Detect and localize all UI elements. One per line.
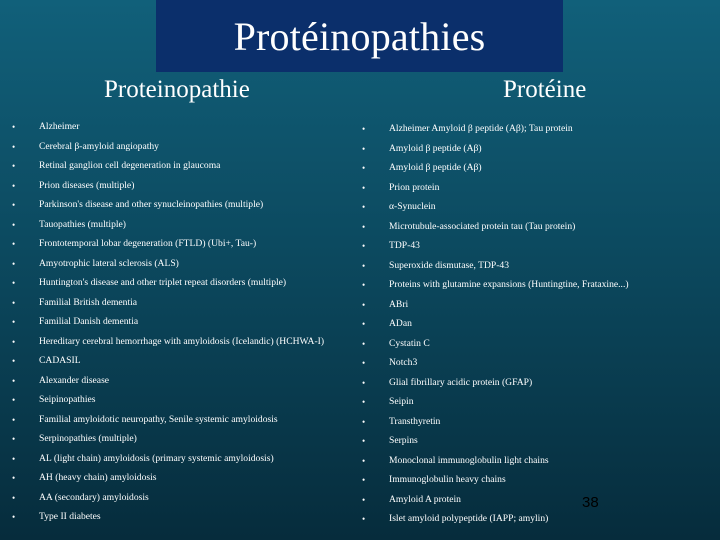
bullet-icon: •: [12, 395, 16, 405]
proteinopathy-item-text: CADASIL: [39, 355, 81, 366]
proteinopathy-item-text: Familial amyloidotic neuropathy, Senile systemic amyloidosis: [39, 413, 278, 425]
protein-item-text: Serpins: [389, 435, 418, 446]
bullet-icon: •: [12, 297, 16, 308]
proteinopathy-item-text: Parkinson's disease and other synucleinopathies (multiple): [39, 199, 264, 210]
proteinopathy-item-text: Alzheimer: [39, 121, 80, 132]
proteinopathy-item-text: Cerebral β-amyloid angiopathy: [39, 140, 159, 152]
proteinopathy-item-text: AH (heavy chain) amyloidosis: [39, 472, 157, 483]
proteinopathy-item-text: Prion diseases (multiple): [39, 179, 135, 191]
proteinopathy-item-text: Alexander disease: [39, 374, 110, 386]
protein-item-text: Proteins with glutamine expansions (Huntingtine, Frataxine...): [389, 279, 629, 290]
proteinopathy-item-text: AA (secondary) amyloidosis: [39, 491, 149, 503]
bullet-icon: •: [362, 494, 366, 505]
bullet-icon: •: [362, 143, 366, 154]
bullet-icon: •: [12, 122, 16, 132]
protein-item-text: ABri: [389, 298, 409, 310]
protein-item-text: Immunoglobulin heavy chains: [389, 474, 506, 485]
bullet-icon: •: [12, 356, 16, 366]
bullet-icon: •: [362, 416, 366, 427]
bullet-icon: •: [12, 161, 16, 171]
slide-title: Protéinopathies: [233, 13, 486, 59]
protein-item-text: Amyloid A protein: [389, 493, 461, 505]
bullet-icon: •: [12, 141, 16, 152]
proteinopathy-item-text: Serpinopathies (multiple): [39, 433, 137, 444]
bullet-icon: •: [362, 514, 366, 524]
bullet-icon: •: [362, 455, 366, 466]
bullet-icon: •: [362, 358, 366, 368]
bullet-icon: •: [362, 319, 366, 329]
protein-item-text: Amyloid β peptide (Aβ): [389, 162, 482, 173]
bullet-icon: •: [362, 299, 366, 310]
bullet-icon: •: [12, 375, 16, 386]
bullet-icon: •: [12, 453, 16, 464]
bullet-icon: •: [362, 475, 366, 485]
bullet-icon: •: [12, 317, 16, 327]
bullet-icon: •: [362, 182, 366, 193]
bullet-icon: •: [12, 512, 16, 522]
protein-item-text: Prion protein: [389, 181, 440, 193]
proteinopathy-item-text: Familial Danish dementia: [39, 316, 139, 327]
protein-item-text: Transthyretin: [389, 415, 441, 427]
proteinopathy-column-heading: Proteinopathie: [104, 76, 250, 103]
protein-item-text: Islet amyloid polypeptide (IAPP; amylin): [389, 513, 549, 524]
proteinopathy-item-text: AL (light chain) amyloidosis (primary systemic amyloidosis): [39, 452, 274, 464]
proteinopathy-item-text: Familial British dementia: [39, 296, 138, 308]
proteinopathy-item-text: Tauopathies (multiple): [39, 218, 126, 230]
bullet-icon: •: [362, 202, 366, 212]
title-banner: [156, 0, 563, 72]
proteinopathy-item-text: Retinal ganglion cell degeneration in glaucoma: [39, 160, 221, 171]
bullet-icon: •: [362, 124, 366, 134]
protein-item-text: Alzheimer Amyloid β peptide (Aβ); Tau protein: [389, 123, 573, 134]
bullet-icon: •: [12, 278, 16, 288]
bullet-icon: •: [12, 414, 16, 425]
bullet-icon: •: [362, 377, 366, 388]
proteinopathy-item-text: Hereditary cerebral hemorrhage with amyloidosis (Icelandic) (HCHWA-I): [39, 335, 325, 347]
bullet-icon: •: [12, 258, 16, 269]
proteinopathy-item-text: Frontotemporal lobar degeneration (FTLD) (Ubi+, Tau-): [39, 238, 257, 249]
bullet-icon: •: [362, 163, 366, 173]
protein-item-text: Seipin: [389, 396, 414, 407]
bullet-icon: •: [12, 239, 16, 249]
bullet-icon: •: [12, 219, 16, 230]
page-number: 38: [582, 494, 599, 511]
bullet-icon: •: [12, 180, 16, 191]
protein-item-text: Microtubule-associated protein tau (Tau protein): [389, 220, 576, 232]
bullet-icon: •: [362, 241, 366, 251]
protein-item-text: Notch3: [389, 357, 418, 368]
bullet-icon: •: [12, 473, 16, 483]
proteinopathy-item-text: Huntington's disease and other triplet repeat disorders (multiple): [39, 277, 287, 288]
bullet-icon: •: [362, 436, 366, 446]
bullet-icon: •: [362, 221, 366, 232]
protein-column-heading: Protéine: [503, 76, 587, 103]
protein-item-text: Amyloid β peptide (Aβ): [389, 142, 482, 154]
bullet-icon: •: [12, 200, 16, 210]
protein-item-text: Cystatin C: [389, 337, 430, 349]
proteinopathy-item-text: Amyotrophic lateral sclerosis (ALS): [39, 257, 179, 269]
bullet-icon: •: [12, 434, 16, 444]
protein-item-text: ADan: [389, 318, 412, 329]
bullet-icon: •: [12, 492, 16, 503]
bullet-icon: •: [362, 260, 366, 271]
bullet-icon: •: [362, 338, 366, 349]
protein-item-text: TDP-43: [389, 240, 420, 251]
bullet-icon: •: [362, 280, 366, 290]
proteinopathy-item-text: Type II diabetes: [39, 511, 101, 522]
protein-item-text: Glial fibrillary acidic protein (GFAP): [389, 376, 533, 388]
proteinopathy-item-text: Seipinopathies: [39, 394, 96, 405]
bullet-icon: •: [12, 336, 16, 347]
protein-item-text: α-Synuclein: [389, 201, 436, 212]
protein-item-text: Superoxide dismutase, TDP-43: [389, 259, 510, 271]
protein-item-text: Monoclonal immunoglobulin light chains: [389, 454, 549, 466]
bullet-icon: •: [362, 397, 366, 407]
